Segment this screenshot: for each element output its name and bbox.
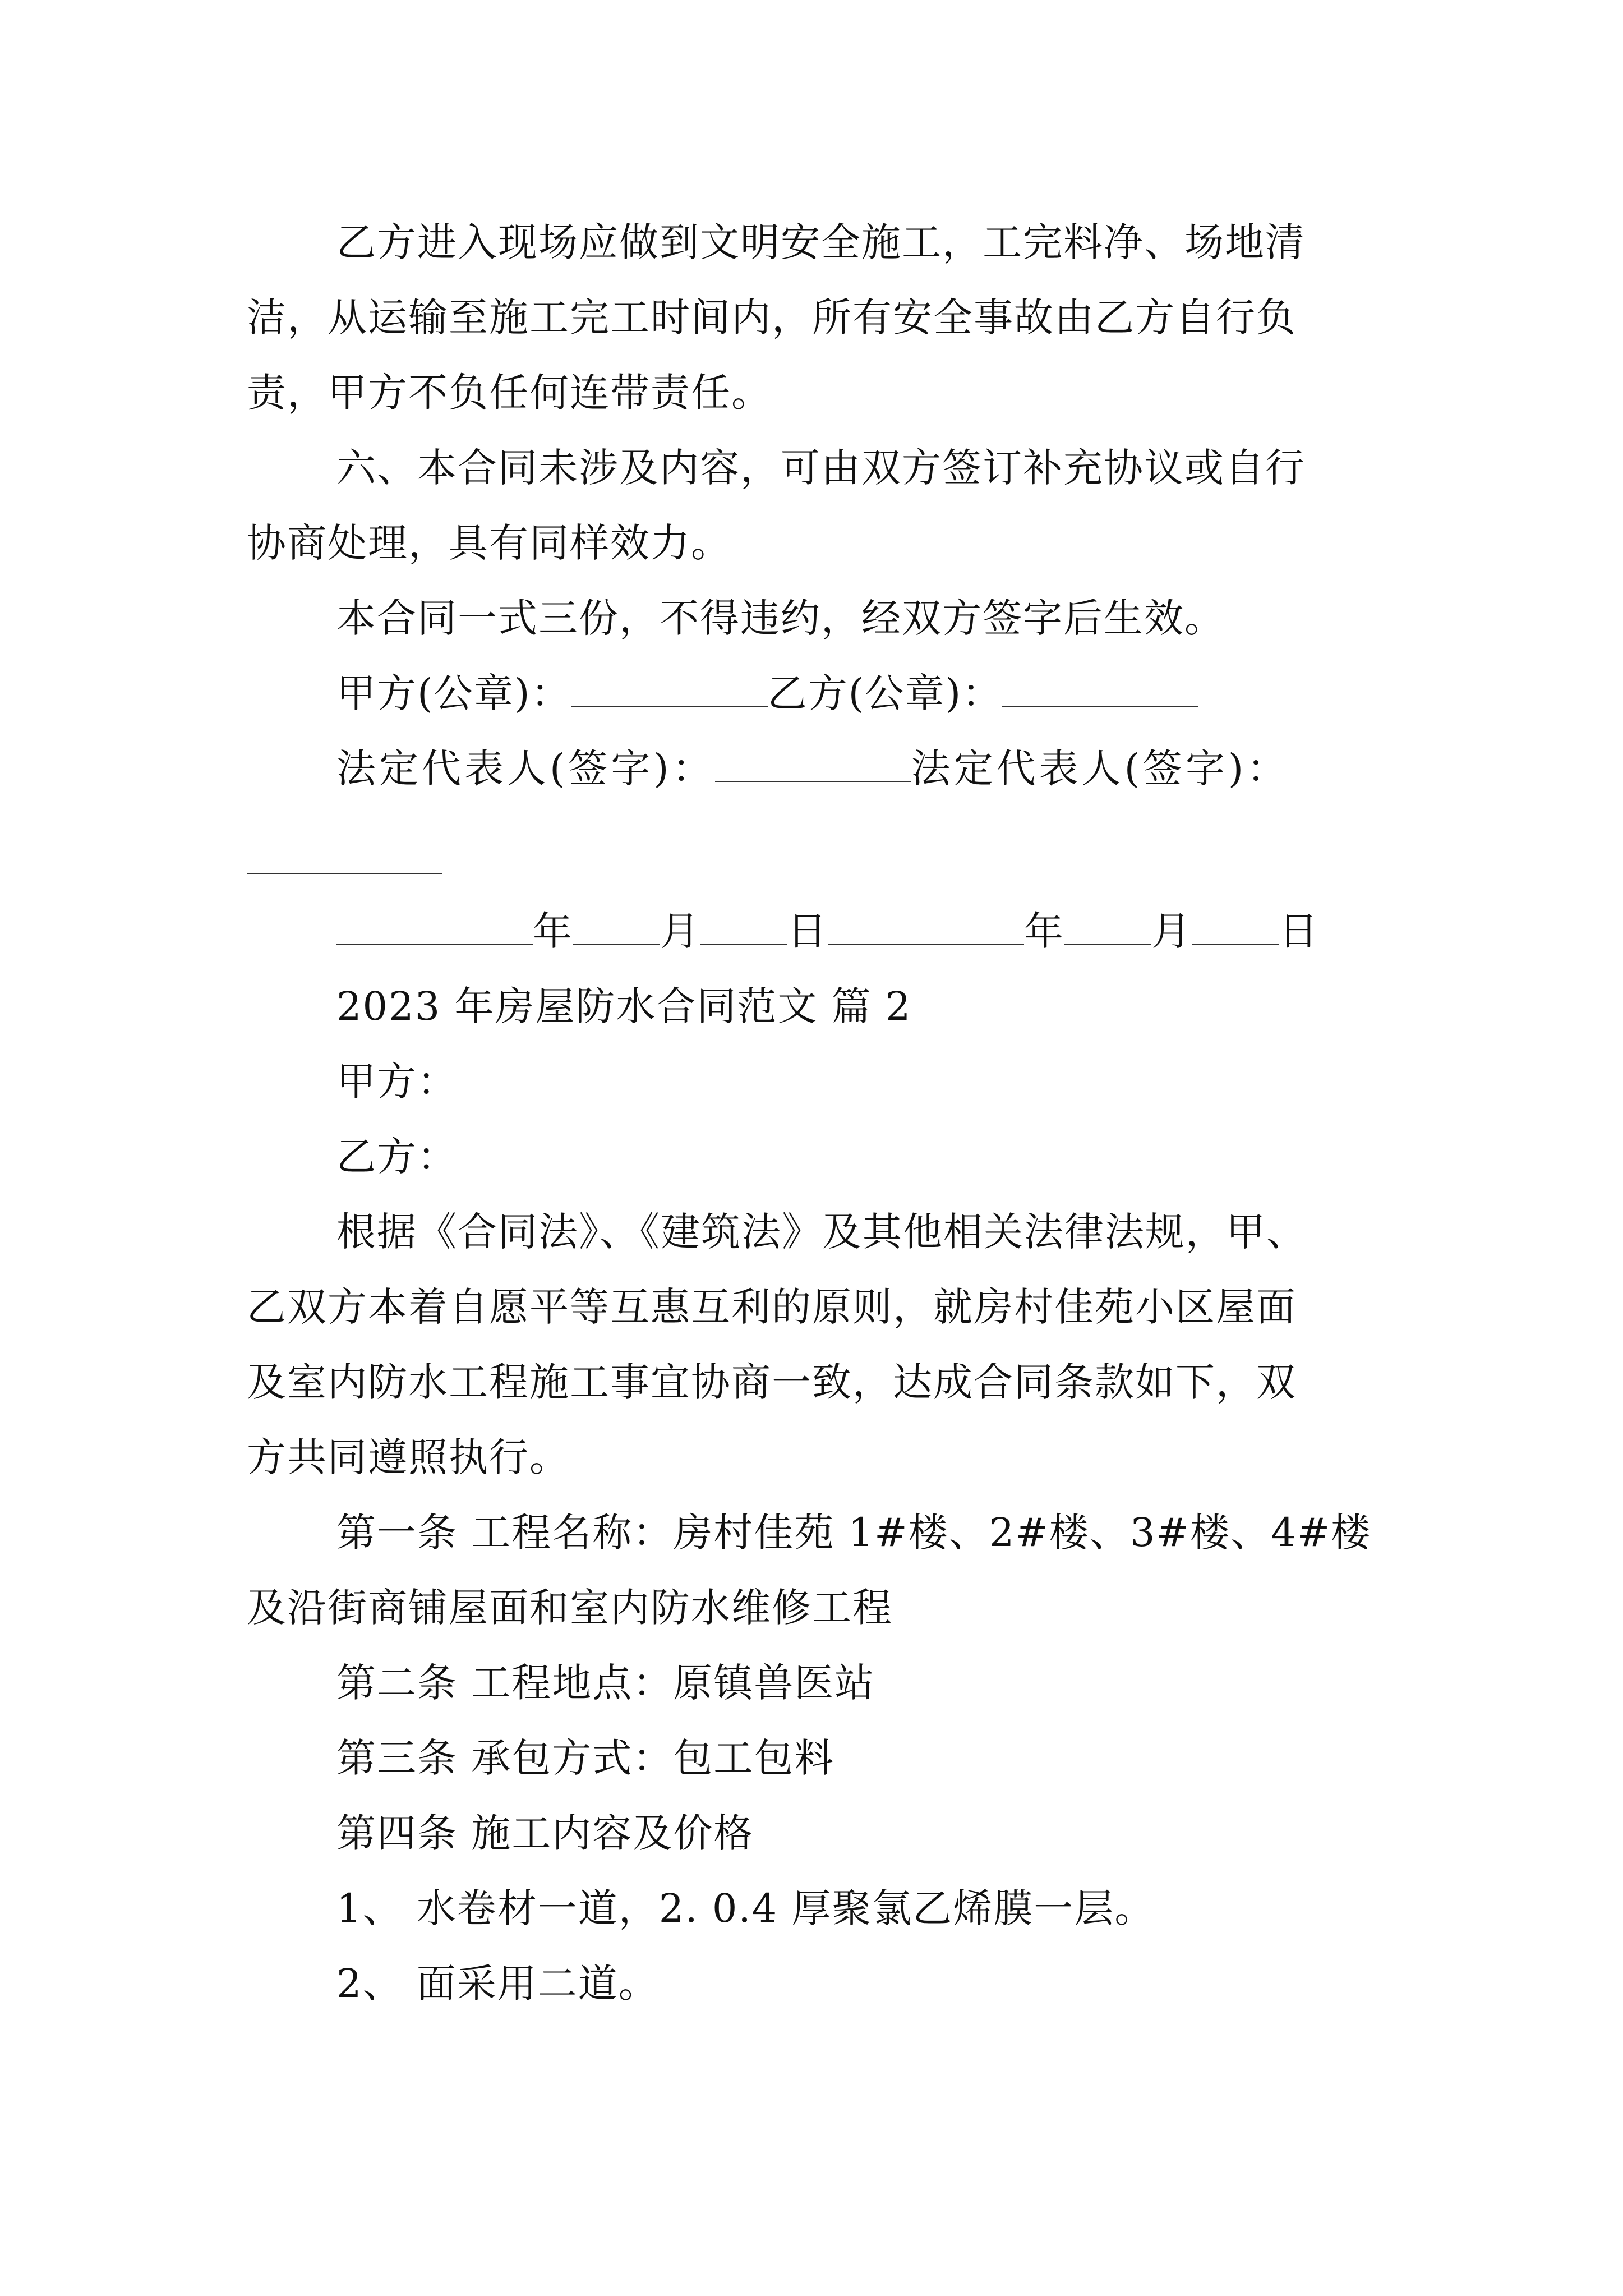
date-line <box>336 909 1319 954</box>
month-label: 月 <box>660 908 700 954</box>
paragraph-line: 协商处理，具有同样效力。 <box>247 520 731 566</box>
article-3: 第三条 承包方式：包工包料 <box>336 1735 835 1781</box>
day-blank <box>700 914 787 945</box>
party-b-seal-blank <box>1002 677 1198 707</box>
party-b-seal-label: 乙方(公章)： <box>767 670 1003 716</box>
day-label-2: 日 <box>1279 908 1319 954</box>
legal-rep-b-blank <box>247 873 442 874</box>
legal-rep-a-blank <box>715 752 911 782</box>
party-a-seal-label: 甲方(公章)： <box>336 670 571 716</box>
month-blank-2 <box>1064 914 1151 945</box>
article-1-line: 第一条 工程名称：房村佳苑 1#楼、2#楼、3#楼、4#楼 <box>336 1510 1372 1556</box>
year-label: 年 <box>533 908 573 954</box>
day-blank-2 <box>1192 914 1279 945</box>
legal-rep-line <box>336 746 1289 791</box>
paragraph-line: 责，甲方不负任何连带责任。 <box>247 370 772 416</box>
paragraph-line: 方共同遵照执行。 <box>247 1434 570 1480</box>
seal-line <box>336 671 1198 716</box>
paragraph-line: 及室内防水工程施工事宜协商一致，达成合同条款如下，双 <box>247 1359 1297 1405</box>
year-label-2: 年 <box>1024 908 1064 954</box>
paragraph-line: 乙方进入现场应做到文明安全施工，工完料净、场地清 <box>336 219 1306 265</box>
party-a-seal-blank <box>571 677 768 707</box>
paragraph-line: 六、本合同未涉及内容，可由双方签订补充协议或自行 <box>336 445 1306 491</box>
day-label: 日 <box>787 908 828 954</box>
paragraph-line: 洁，从运输至施工完工时间内，所有安全事故由乙方自行负 <box>247 295 1297 341</box>
article-1-line: 及沿街商铺屋面和室内防水维修工程 <box>247 1585 893 1631</box>
year-blank-2 <box>828 914 1024 945</box>
legal-rep-b-label: 法定代表人(签字)： <box>911 746 1290 792</box>
paragraph-line: 乙双方本着自愿平等互惠互利的原则，就房村佳苑小区屋面 <box>247 1284 1297 1330</box>
article-4: 第四条 施工内容及价格 <box>336 1810 754 1856</box>
section-title: 2023 年房屋防水合同范文 篇 2 <box>336 983 912 1029</box>
year-blank <box>336 914 533 945</box>
legal-rep-a-label: 法定代表人(签字)： <box>336 746 715 792</box>
party-b-label: 乙方： <box>336 1134 458 1180</box>
article-2: 第二条 工程地点：原镇兽医站 <box>336 1660 875 1706</box>
paragraph-line: 根据《合同法》、《建筑法》及其他相关法律法规，甲、 <box>336 1209 1307 1255</box>
list-item: 2、 面采用二道。 <box>336 1961 659 2007</box>
paragraph-line: 本合同一式三份，不得违约，经双方签字后生效。 <box>336 595 1225 641</box>
list-item: 1、 水卷材一道，2. 0.4 厚聚氯乙烯膜一层。 <box>336 1885 1155 1931</box>
month-blank <box>573 914 660 945</box>
party-a-label: 甲方： <box>336 1059 458 1105</box>
month-label-2: 月 <box>1151 908 1192 954</box>
